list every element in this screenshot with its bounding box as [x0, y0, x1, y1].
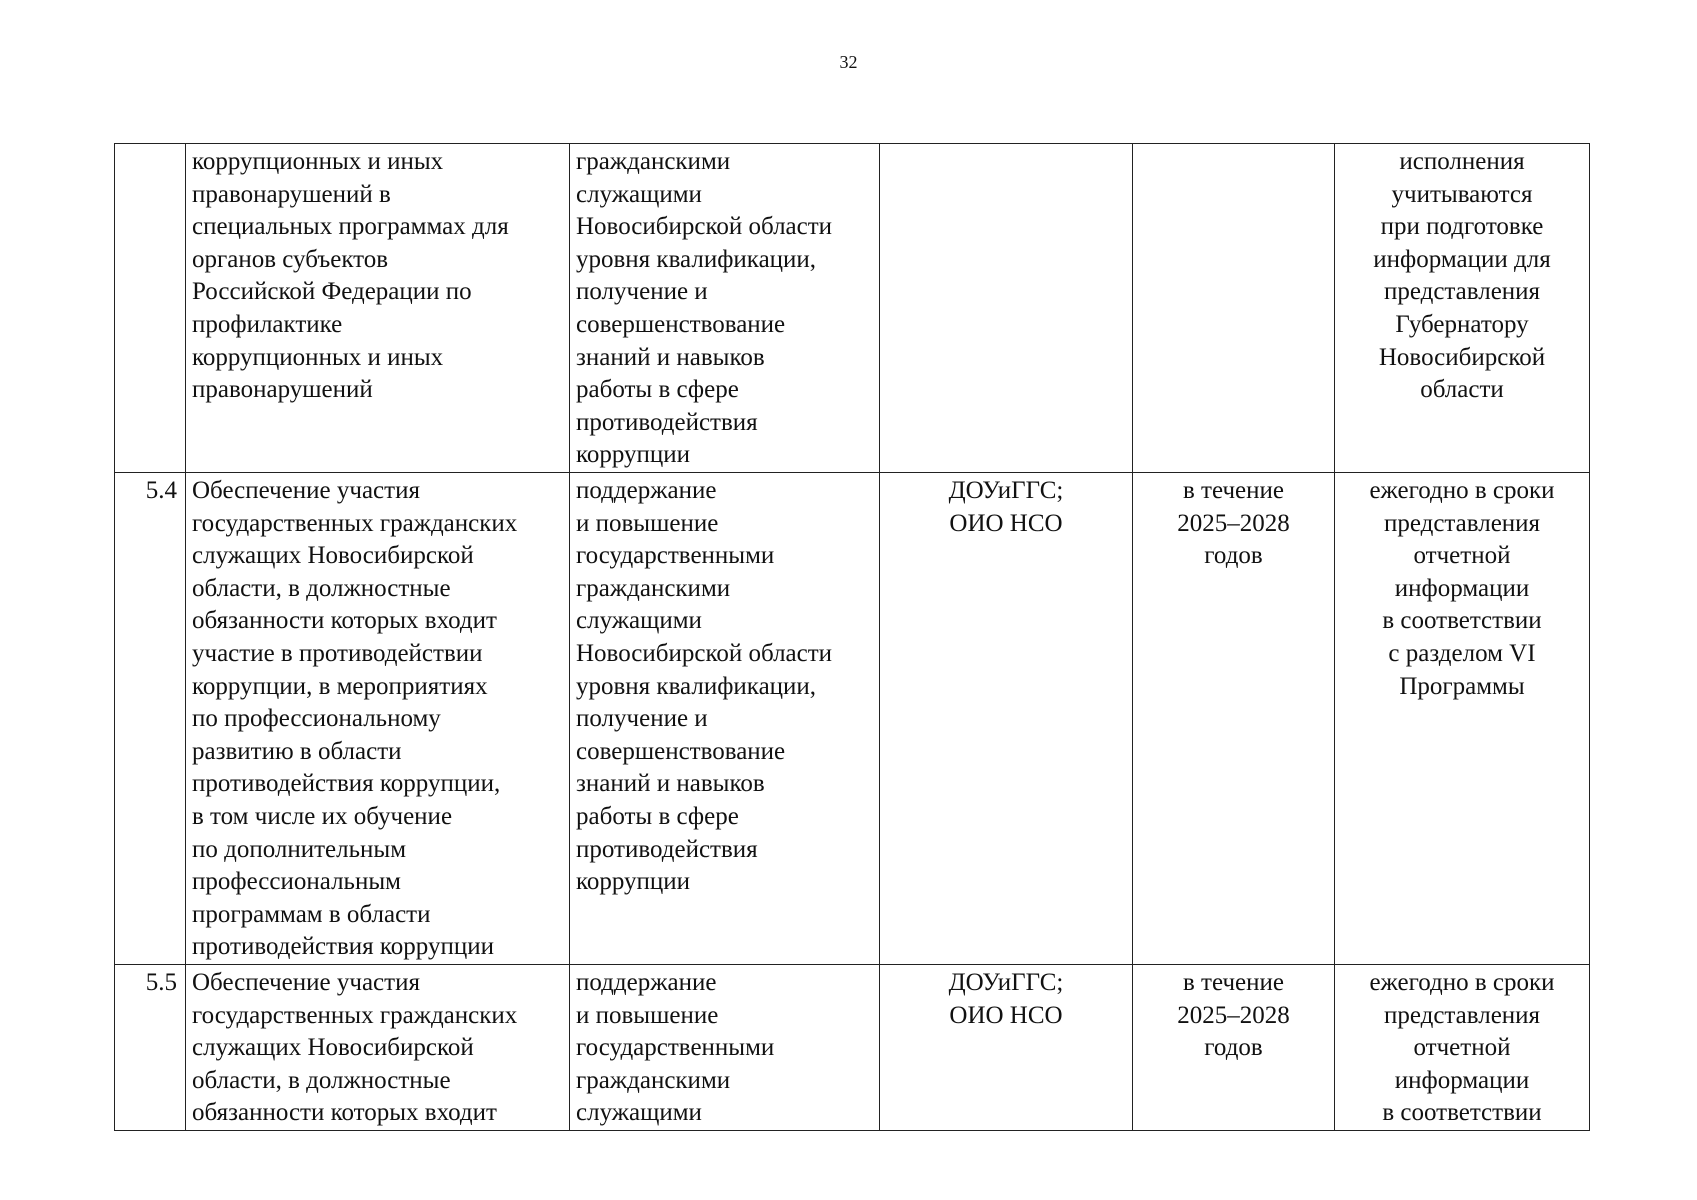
- cell-line: ОИО НСО: [949, 1001, 1063, 1029]
- page-number: 32: [839, 52, 858, 72]
- cell-line: поддержание: [576, 969, 717, 996]
- cell-line: участие в противодействии: [192, 639, 483, 667]
- cell-line: Обеспечение участия: [192, 969, 420, 996]
- cell-line: отчетной: [1413, 542, 1511, 570]
- cell-line: служащими: [576, 180, 702, 208]
- cell-line: ДОУиГГС;: [948, 969, 1064, 996]
- table-row: [115, 965, 1590, 1131]
- term-cell: [1133, 144, 1335, 473]
- cell-line: получение и: [576, 278, 708, 306]
- cell-line: в соответствии: [1382, 607, 1542, 635]
- cell-line: и повышение: [576, 509, 719, 537]
- cell-line: в том числе их обучение: [192, 802, 453, 830]
- cell-line: противодействия коррупции: [192, 933, 494, 961]
- cell-line: в соответствии: [1382, 1099, 1542, 1127]
- cell-line: гражданскими: [576, 1066, 731, 1094]
- cell-line: Новосибирской области: [576, 639, 833, 667]
- cell-line: ДОУиГГС;: [948, 477, 1064, 504]
- cell-line: области: [1420, 376, 1504, 404]
- cell-line: обязанности которых входит: [192, 607, 497, 635]
- result-cell: [570, 473, 880, 965]
- cell-line: годов: [1204, 1034, 1263, 1062]
- cell-line: уровня квалификации,: [576, 245, 817, 273]
- cell-line: области, в должностные: [192, 574, 451, 602]
- cell-line: и повышение: [576, 1001, 719, 1029]
- cell-line: коррупционных и иных: [192, 148, 444, 175]
- cell-line: представления: [1383, 1001, 1541, 1029]
- table-row: [115, 144, 1590, 473]
- cell-line: отчетной: [1413, 1034, 1511, 1062]
- cell-line: служащими: [576, 1099, 702, 1127]
- cell-line: правонарушений: [192, 376, 373, 404]
- cell-line: гражданскими: [576, 148, 731, 175]
- row-number: 5.4: [115, 473, 186, 965]
- cell-line: представления: [1383, 509, 1541, 537]
- report-cell: [1335, 965, 1590, 1131]
- cell-line: Программы: [1399, 672, 1525, 700]
- cell-line: по профессиональному: [192, 705, 441, 733]
- table-row: [115, 473, 1590, 965]
- cell-line: служащих Новосибирской: [192, 542, 474, 570]
- executor-cell: [880, 965, 1133, 1131]
- cell-line: программам в области: [192, 900, 431, 928]
- cell-line: органов субъектов: [192, 245, 389, 273]
- cell-line: противодействия: [576, 408, 758, 436]
- cell-line: ОИО НСО: [949, 509, 1063, 537]
- cell-line: 2025–2028: [1177, 509, 1290, 537]
- measure-cell: [186, 144, 570, 473]
- cell-line: Новосибирской: [1378, 343, 1546, 371]
- cell-line: противодействия: [576, 835, 758, 863]
- cell-line: государственными: [576, 542, 775, 570]
- cell-line: специальных программах для: [192, 213, 509, 241]
- result-cell: [570, 965, 880, 1131]
- cell-line: учитываются: [1391, 180, 1533, 208]
- cell-line: информации: [1394, 574, 1530, 602]
- cell-line: информации для: [1373, 245, 1551, 273]
- measure-cell: [186, 965, 570, 1131]
- cell-line: в течение: [1183, 969, 1284, 996]
- cell-line: области, в должностные: [192, 1066, 451, 1094]
- cell-line: развитию в области: [192, 737, 402, 765]
- cell-line: ежегодно в сроки: [1369, 477, 1555, 504]
- result-cell: [570, 144, 880, 473]
- row-number: 5.5: [115, 965, 186, 1131]
- cell-line: представления: [1383, 278, 1541, 306]
- cell-line: Обеспечение участия: [192, 477, 420, 504]
- measures-table: [114, 143, 1590, 1131]
- cell-line: коррупции, в мероприятиях: [192, 672, 488, 700]
- executor-cell: [880, 144, 1133, 473]
- term-cell: [1133, 965, 1335, 1131]
- cell-line: уровня квалификации,: [576, 672, 817, 700]
- cell-line: правонарушений в: [192, 180, 391, 208]
- cell-line: коррупционных и иных: [192, 343, 444, 371]
- cell-line: информации: [1394, 1066, 1530, 1094]
- cell-line: Новосибирской области: [576, 213, 833, 241]
- cell-line: знаний и навыков: [576, 343, 765, 371]
- cell-line: профессиональным: [192, 868, 401, 896]
- cell-line: коррупции: [576, 441, 691, 469]
- cell-line: служащими: [576, 607, 702, 635]
- cell-line: 2025–2028: [1177, 1001, 1290, 1029]
- cell-line: работы в сфере: [576, 376, 739, 404]
- cell-line: совершенствование: [576, 310, 786, 338]
- cell-line: совершенствование: [576, 737, 786, 765]
- cell-line: государственных гражданских: [192, 1001, 518, 1029]
- cell-line: работы в сфере: [576, 802, 739, 830]
- cell-line: государственных гражданских: [192, 509, 518, 537]
- cell-line: в течение: [1183, 477, 1284, 504]
- cell-line: по дополнительным: [192, 835, 407, 863]
- cell-line: государственными: [576, 1034, 775, 1062]
- cell-line: исполнения: [1399, 148, 1525, 175]
- cell-line: с разделом VI: [1388, 639, 1536, 667]
- cell-line: противодействия коррупции,: [192, 770, 501, 798]
- cell-line: ежегодно в сроки: [1369, 969, 1555, 996]
- cell-line: обязанности которых входит: [192, 1099, 497, 1127]
- cell-line: служащих Новосибирской: [192, 1034, 474, 1062]
- row-number: [115, 144, 186, 473]
- cell-line: коррупции: [576, 868, 691, 896]
- measure-cell: [186, 473, 570, 965]
- cell-line: Губернатору: [1395, 310, 1529, 338]
- cell-line: при подготовке: [1380, 213, 1544, 241]
- report-cell: [1335, 144, 1590, 473]
- executor-cell: [880, 473, 1133, 965]
- cell-line: Российской Федерации по: [192, 278, 472, 306]
- cell-line: профилактике: [192, 310, 343, 338]
- cell-line: знаний и навыков: [576, 770, 765, 798]
- cell-line: поддержание: [576, 477, 717, 504]
- cell-line: получение и: [576, 705, 708, 733]
- cell-line: гражданскими: [576, 574, 731, 602]
- report-cell: [1335, 473, 1590, 965]
- cell-line: годов: [1204, 542, 1263, 570]
- term-cell: [1133, 473, 1335, 965]
